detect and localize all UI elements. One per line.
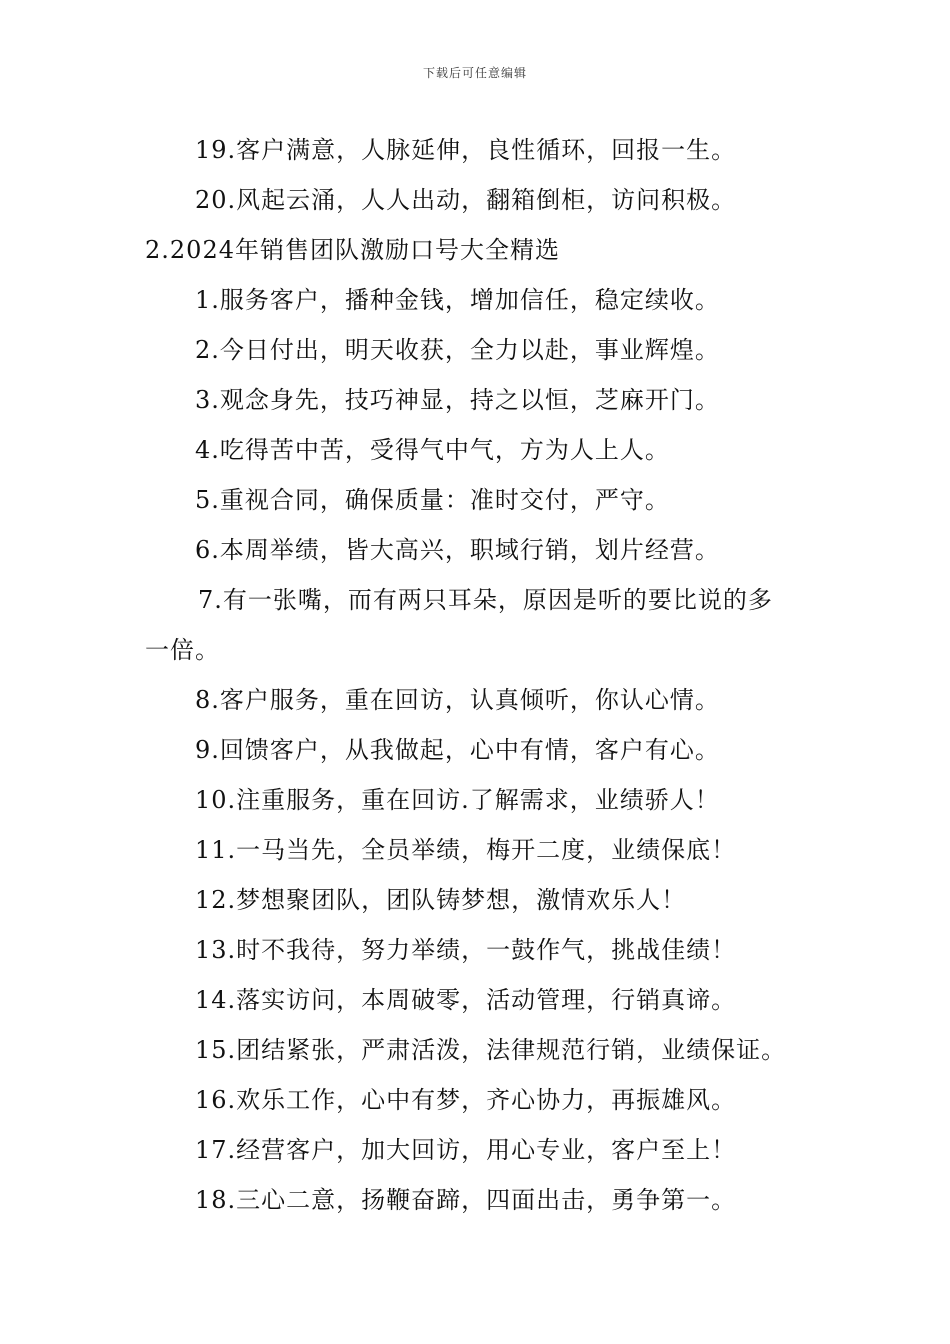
slogan-15: 15.团结紧张，严肃活泼，法律规范行销，业绩保证。 — [195, 1036, 787, 1064]
slogan-3: 3.观念身先，技巧神显，持之以恒，芝麻开门。 — [195, 386, 720, 414]
slogan-12: 12.梦想聚团队，团队铸梦想，激情欢乐人！ — [195, 886, 687, 914]
slogan-16: 16.欢乐工作，心中有梦，齐心协力，再振雄风。 — [195, 1086, 737, 1114]
slogan-18: 18.三心二意，扬鞭奋蹄，四面出击，勇争第一。 — [195, 1186, 737, 1214]
slogan-8: 8.客户服务，重在回访，认真倾听，你认心情。 — [195, 686, 720, 714]
slogan-2: 2.今日付出，明天收获，全力以赴，事业辉煌。 — [195, 336, 720, 364]
slogan-11: 11.一马当先，全员举绩，梅开二度，业绩保底！ — [195, 836, 737, 864]
page-header: 下载后可任意编辑 — [422, 66, 527, 80]
slogan-13: 13.时不我待，努力举绩，一鼓作气，挑战佳绩！ — [195, 936, 737, 964]
slogan-7-continuation: 一倍。 — [145, 636, 220, 664]
section-heading: 2.2024年销售团队激励口号大全精选 — [145, 236, 560, 264]
slogan-7: 7.有一张嘴，而有两只耳朵，原因是听的要比说的多 — [198, 586, 773, 614]
slogan-5: 5.重视合同，确保质量：准时交付，严守。 — [195, 486, 670, 514]
slogan-10: 10.注重服务，重在回访.了解需求，业绩骄人！ — [195, 786, 720, 814]
slogan-17: 17.经营客户，加大回访，用心专业，客户至上！ — [195, 1136, 737, 1164]
slogan-6: 6.本周举绩，皆大高兴，职域行销，划片经营。 — [195, 536, 720, 564]
slogan-20: 20.风起云涌，人人出动，翻箱倒柜，访问积极。 — [195, 186, 737, 214]
slogan-19: 19.客户满意，人脉延伸，良性循环，回报一生。 — [195, 136, 737, 164]
document-body — [0, 125, 950, 1225]
slogan-9: 9.回馈客户，从我做起，心中有情，客户有心。 — [195, 736, 720, 764]
slogan-1: 1.服务客户，播种金钱，增加信任，稳定续收。 — [195, 286, 720, 314]
slogan-4: 4.吃得苦中苦，受得气中气，方为人上人。 — [195, 436, 670, 464]
slogan-14: 14.落实访问，本周破零，活动管理，行销真谛。 — [195, 986, 737, 1014]
